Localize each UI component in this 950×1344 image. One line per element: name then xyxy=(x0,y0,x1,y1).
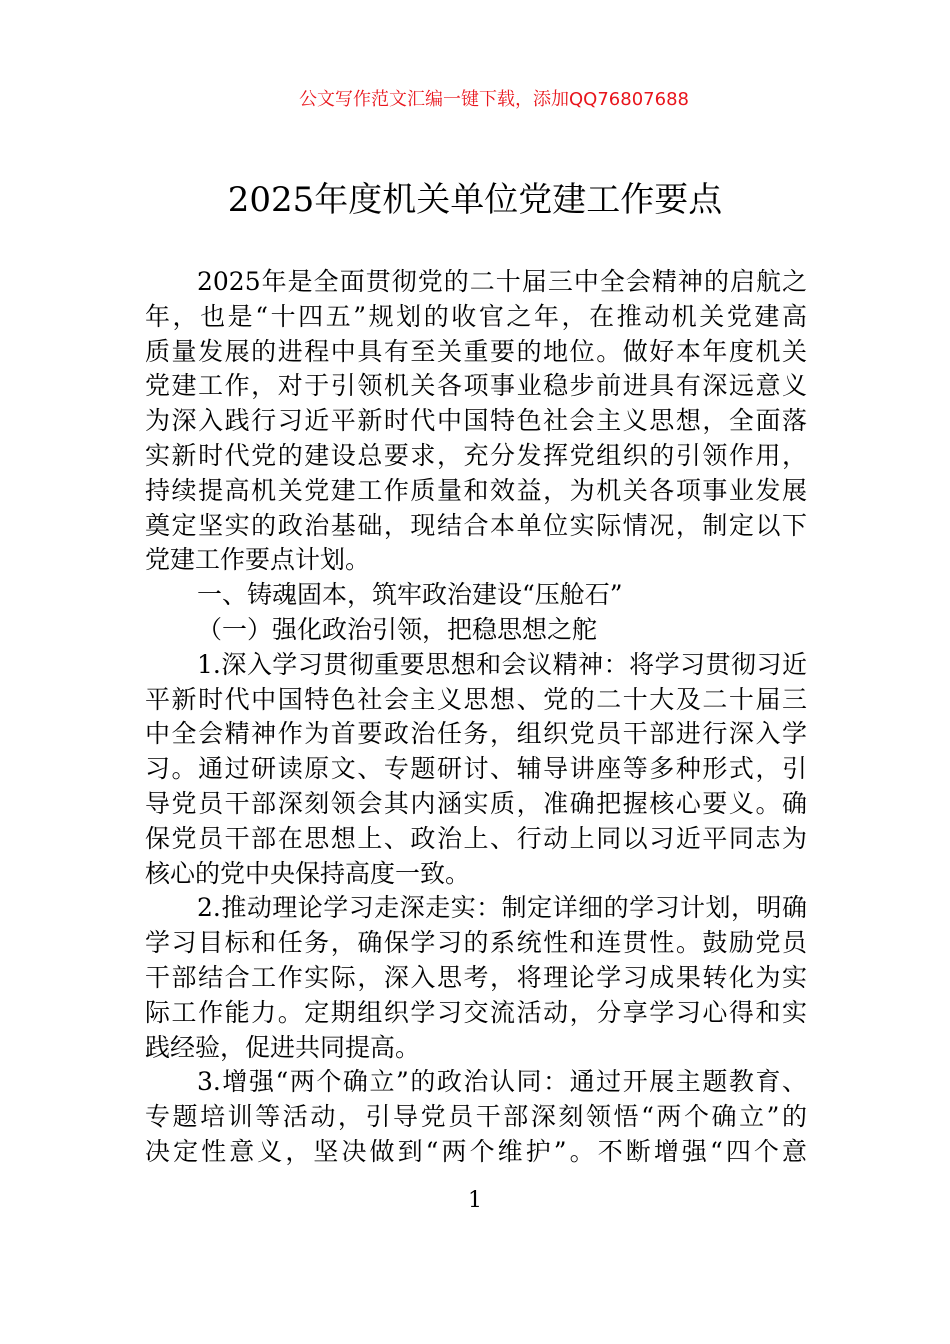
document-body xyxy=(145,265,807,1170)
paragraph xyxy=(145,891,807,1065)
text-line: 2.推动理论学习走深走实：制定详细的学习计划，明确 xyxy=(197,893,807,923)
text-line: 持续提高机关党建工作质量和效益，为机关各项事业发展 xyxy=(145,475,807,505)
text-line: 中全会精神作为首要政治任务，组织党员干部进行深入学 xyxy=(145,719,807,749)
text-line: 年，也是“十四五”规划的收官之年，在推动机关党建高 xyxy=(145,301,807,331)
text-line: 核心的党中央保持高度一致。 xyxy=(145,858,471,888)
document-title: 2025年度机关单位党建工作要点 xyxy=(227,180,723,220)
text-line: 一、铸魂固本，筑牢政治建设“压舱石” xyxy=(197,580,623,610)
text-line: 专题培训等活动，引导党员干部深刻领悟“两个确立”的 xyxy=(145,1102,807,1132)
text-line: 平新时代中国特色社会主义思想、党的二十大及二十届三 xyxy=(145,684,807,714)
text-line: 保党员干部在思想上、政治上、行动上同以习近平同志为 xyxy=(145,823,807,853)
text-line: 决定性意义，坚决做到“两个维护”。不断增强“四个意 xyxy=(145,1136,807,1166)
text-line: 1.深入学习贯彻重要思想和会议精神：将学习贯彻习近 xyxy=(197,649,807,679)
text-line: 质量发展的进程中具有至关重要的地位。做好本年度机关 xyxy=(145,336,807,366)
text-line: 奠定坚实的政治基础，现结合本单位实际情况，制定以下 xyxy=(145,510,807,540)
text-line: 习。通过研读原文、专题研讨、辅导讲座等多种形式，引 xyxy=(145,754,807,784)
text-line: 党建工作，对于引领机关各项事业稳步前进具有深远意义 xyxy=(145,371,807,401)
text-line: 为深入践行习近平新时代中国特色社会主义思想，全面落 xyxy=(145,406,807,436)
text-line: 学习目标和任务，确保学习的系统性和连贯性。鼓励党员 xyxy=(145,928,807,958)
header-watermark: 公文写作范文汇编一键下载，添加QQ76807688 xyxy=(299,89,689,110)
paragraph xyxy=(145,613,807,648)
text-line: 践经验，促进共同提高。 xyxy=(145,1032,421,1062)
paragraph xyxy=(145,578,807,613)
page-number: 1 xyxy=(468,1188,482,1213)
text-line: 2025年是全面贯彻党的二十届三中全会精神的启航之 xyxy=(197,267,807,296)
text-line: 3.增强“两个确立”的政治认同：通过开展主题教育、 xyxy=(197,1067,807,1097)
text-line: 导党员干部深刻领会其内涵实质，准确把握核心要义。确 xyxy=(145,788,807,818)
paragraph xyxy=(145,648,807,892)
text-line: 际工作能力。定期组织学习交流活动，分享学习心得和实 xyxy=(145,997,807,1027)
text-line: 实新时代党的建设总要求，充分发挥党组织的引领作用， xyxy=(145,440,807,470)
text-line: （一）强化政治引领，把稳思想之舵 xyxy=(197,614,598,644)
text-line: 党建工作要点计划。 xyxy=(145,545,371,575)
paragraph xyxy=(145,1065,807,1169)
paragraph xyxy=(145,265,807,578)
text-line: 干部结合工作实际，深入思考，将理论学习成果转化为实 xyxy=(145,962,807,992)
